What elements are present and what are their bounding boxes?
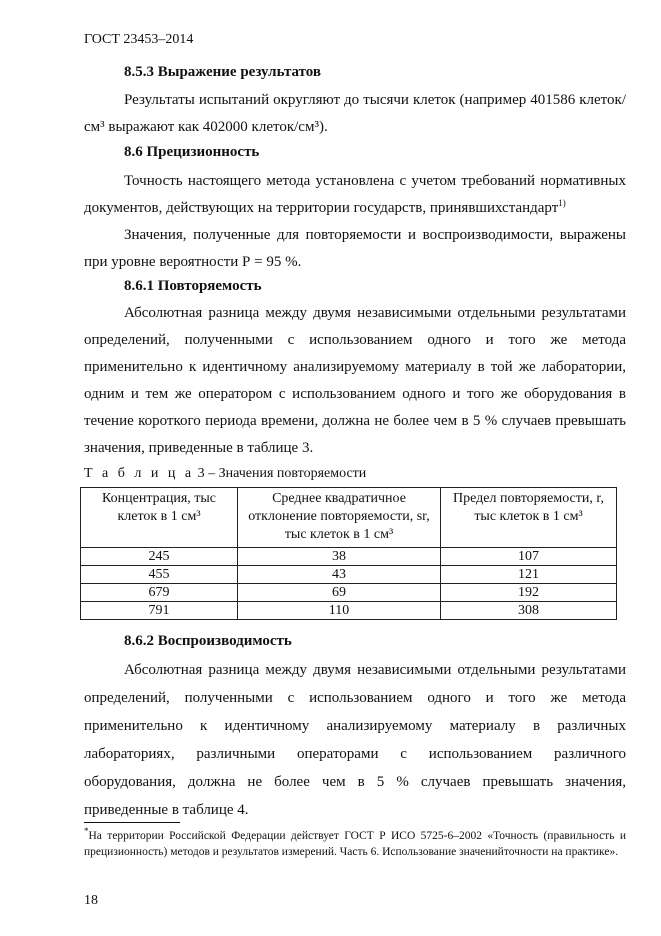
paragraph-probability-level: Значения, полученные для повторяемости и воспроизводимости, выражены при уровне вероятности Р = 95 %. [84, 227, 626, 270]
table-cell: 245 [81, 548, 238, 566]
table-caption-label: Т а б л и ц а [84, 466, 195, 481]
footnote-text: На территории Российской Федерации действует ГОСТ Р ИСО 5725-6–2002 «Точность (правильность и прецизионность) методов и результатов измерений. Часть 6. Использование значенийточности на практике». [84, 830, 626, 858]
paragraph-repeatability: Абсолютная разница между двумя независимыми отдельными результатами определений, полученными с использованием одного и того же метода применительно к идентичному анализируемому материалу в той же лаборатории, одним и тем же оператором с использованием одного и того же оборудования в течение короткого периода времени, должна не более чем в 5 % случаев превышать значения, приведенные в таблице 3. [84, 305, 626, 456]
footnote-mark: * [84, 826, 89, 837]
table-row [81, 566, 617, 584]
section-heading-8-6-2: 8.6.2 Воспроизводимость [124, 633, 292, 649]
column-header-concentration: Концентрация, тыс клеток в 1 см³ [81, 488, 238, 548]
table-cell: 308 [441, 602, 617, 620]
table-cell: 121 [441, 566, 617, 584]
paragraph-precision-standards [84, 168, 626, 222]
footnote-reference: 1) [558, 198, 566, 208]
table-row [81, 548, 617, 566]
table-caption-title: 3 – Значения повторяемости [194, 466, 367, 481]
paragraph-reproducibility: Абсолютная разница между двумя независимыми отдельными результатами определений, полученными с использованием одного и того же метода применительно к идентичному анализируемому материалу в различных лабораториях, различными операторами с использованием различного оборудования, должна не более чем в 5 % случаев превышать значения, приведенные в таблице 4. [84, 662, 626, 818]
repeatability-table [80, 487, 617, 620]
page-number: 18 [84, 893, 98, 908]
section-heading-8-6: 8.6 Прецизионность [124, 144, 260, 160]
table-cell: 107 [441, 548, 617, 566]
document-header: ГОСТ 23453–2014 [84, 32, 194, 47]
paragraph-results-rounding: Результаты испытаний округляют до тысячи клеток (например 401586 клеток/см³ выражают как 402000 клеток/см³). [84, 92, 626, 135]
footnote-divider [84, 822, 180, 823]
table-cell: 192 [441, 584, 617, 602]
table-caption [84, 466, 366, 482]
table-row [81, 584, 617, 602]
table-cell: 791 [81, 602, 238, 620]
table-row [81, 602, 617, 620]
footnote [84, 828, 626, 860]
table-cell: 43 [238, 566, 441, 584]
table-cell: 110 [238, 602, 441, 620]
table-cell: 38 [238, 548, 441, 566]
section-heading-8-6-1: 8.6.1 Повторяемость [124, 278, 262, 294]
column-header-repeatability-limit: Предел повторяемости, r, тыс клеток в 1 см³ [441, 488, 617, 548]
table-cell: 679 [81, 584, 238, 602]
table-cell: 455 [81, 566, 238, 584]
section-heading-8-5-3: 8.5.3 Выражение результатов [124, 64, 322, 80]
table-cell: 69 [238, 584, 441, 602]
paragraph-text: Точность настоящего метода установлена с учетом требований нормативных документов, действующих на территории государств, принявшихстандарт [84, 173, 626, 216]
column-header-standard-deviation: Среднее квадратичное отклонение повторяемости, sr, тыс клеток в 1 см³ [238, 488, 441, 548]
